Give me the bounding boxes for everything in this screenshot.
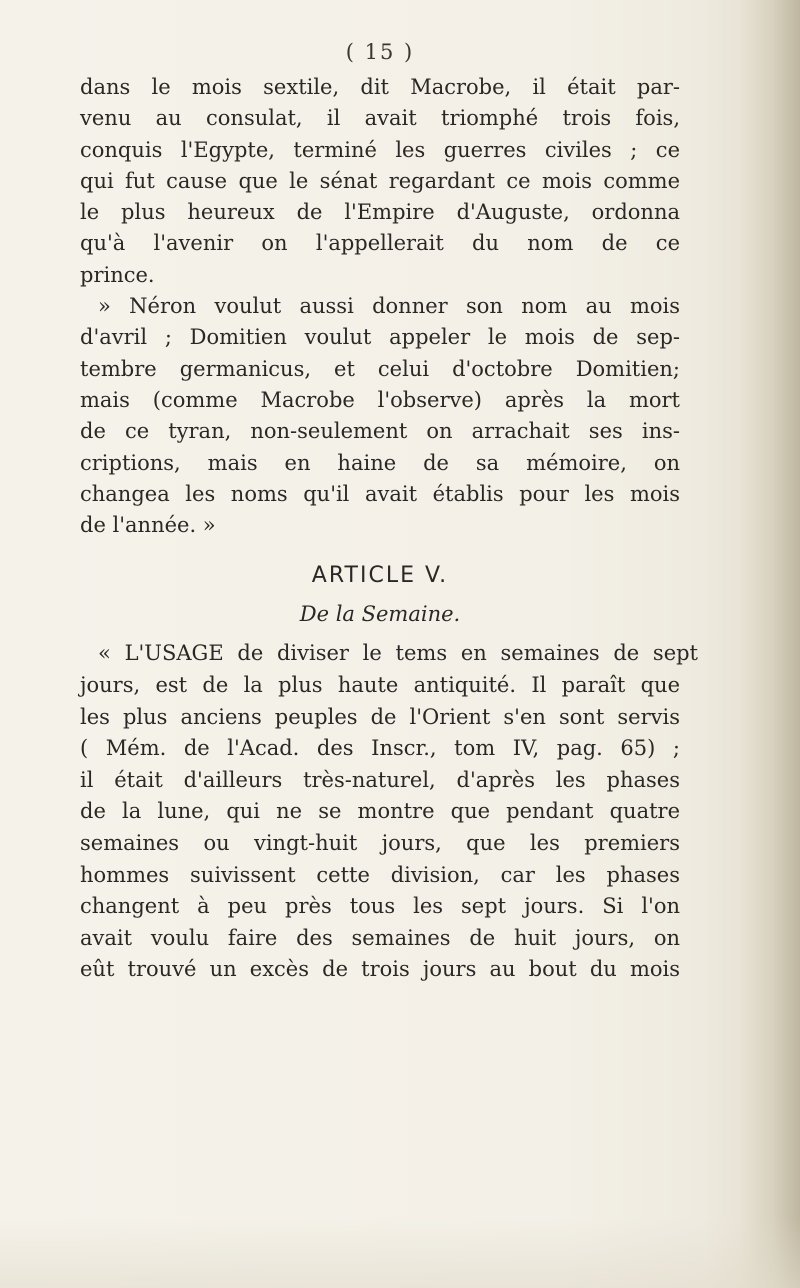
- text-line: semaines ou vingt-huit jours, que les premiers: [80, 831, 680, 856]
- paragraph-1: [80, 72, 680, 291]
- text-line: de la lune, qui ne se montre que pendant quatre: [80, 799, 680, 824]
- text-line: criptions, mais en haine de sa mémoire, on: [80, 450, 680, 475]
- text-line: conquis l'Egypte, terminé les guerres civiles ; ce: [80, 137, 680, 162]
- text-line: il était d'ailleurs très-naturel, d'après les phases: [80, 767, 680, 792]
- text-line: « L'USAGE de diviser le tems en semaines de sept: [98, 641, 698, 666]
- text-line: les plus anciens peuples de l'Orient s'en sont servis: [80, 704, 680, 729]
- text-line: d'avril ; Domitien voulut appeler le mois de sep-: [80, 325, 680, 350]
- text-line: dans le mois sextile, dit Macrobe, il était par-: [80, 75, 680, 99]
- page-bottom-stain: [0, 1218, 800, 1288]
- paragraph-3: [80, 638, 698, 986]
- text-line: ( Mém. de l'Acad. des Inscr., tom IV, pag. 65) ;: [80, 736, 680, 761]
- text-line: eût trouvé un excès de trois jours au bout du mois: [80, 957, 680, 982]
- article-subheading: De la Semaine.: [299, 602, 461, 627]
- text-line: changent à peu près tous les sept jours. Si l'on: [80, 894, 680, 919]
- text-line: tembre germanicus, et celui d'octobre Domitien;: [80, 356, 680, 381]
- text-line: » Néron voulut aussi donner son nom au mois: [98, 294, 680, 319]
- text-line: hommes suivissent cette division, car les phases: [80, 862, 680, 887]
- text-line: changea les noms qu'il avait établis pour les mois: [80, 481, 680, 506]
- text-line: qu'à l'avenir on l'appellerait du nom de ce: [80, 231, 680, 256]
- text-line: venu au consulat, il avait triomphé trois fois,: [80, 106, 680, 131]
- text-line: mais (comme Macrobe l'observe) après la mort: [80, 387, 680, 412]
- text-line: de l'année. »: [80, 513, 216, 538]
- paragraph-2: [80, 291, 680, 541]
- page-edge-shadow: [740, 0, 800, 1288]
- article-heading: ARTICLE V.: [311, 563, 449, 589]
- text-block: [80, 40, 698, 986]
- text-line: le plus heureux de l'Empire d'Auguste, ordonna: [80, 200, 680, 225]
- text-line: prince.: [80, 262, 155, 287]
- text-line: avait voulu faire des semaines de huit jours, on: [80, 925, 680, 950]
- text-line: jours, est de la plus haute antiquité. Il paraît que: [80, 673, 680, 698]
- page-number: ( 15 ): [345, 40, 415, 64]
- text-line: de ce tyran, non-seulement on arrachait ses ins-: [80, 419, 680, 444]
- text-line: qui fut cause que le sénat regardant ce mois comme: [80, 168, 680, 193]
